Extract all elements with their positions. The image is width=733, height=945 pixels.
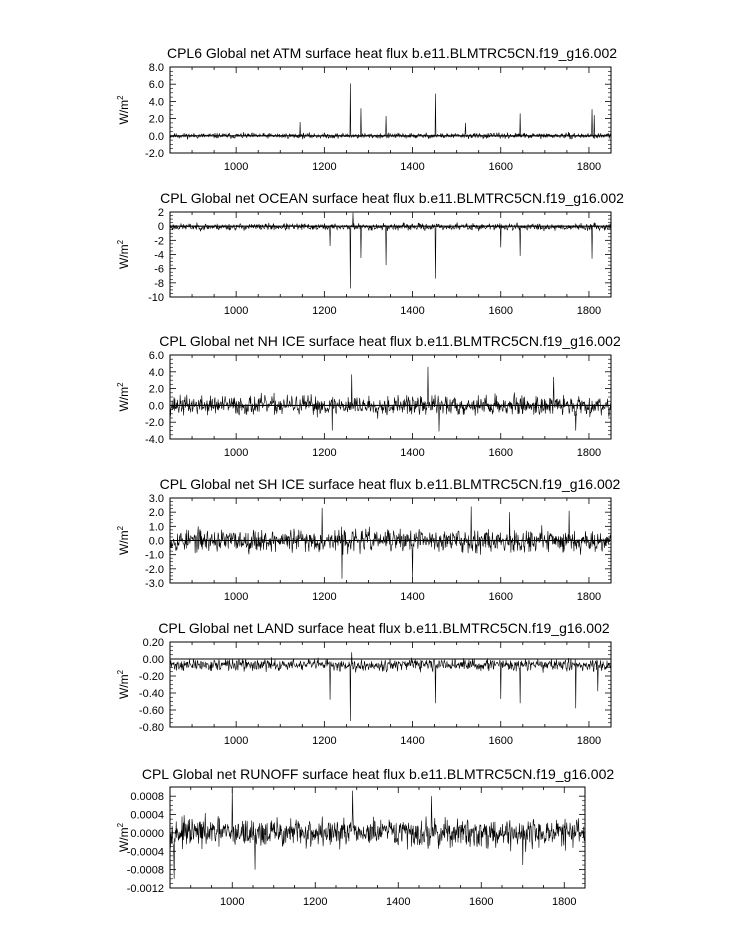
x-tick-label: 1600 — [469, 896, 494, 908]
plot-frame — [170, 67, 611, 153]
y-axis-label-unit: W/m — [117, 386, 131, 412]
chart-title: CPL Global net LAND surface heat flux b.e11.BLMTRC5CN.f19_g16.002 — [158, 620, 610, 636]
y-axis-label-unit: W/m — [117, 99, 131, 125]
y-axis-label-exponent: 2 — [116, 239, 125, 245]
x-tick-label: 1800 — [576, 735, 602, 747]
y-tick-label: 2.0 — [148, 113, 164, 126]
series-line-1 — [170, 652, 611, 721]
y-tick-label: 0.20 — [142, 637, 164, 649]
y-tick-label: 8.0 — [148, 62, 164, 74]
x-tick-label: 1600 — [488, 447, 513, 459]
y-axis-label-exponent: 2 — [116, 669, 125, 675]
y-tick-label: -0.20 — [138, 671, 164, 683]
x-tick-label: 1400 — [400, 591, 425, 603]
x-tick-label: 1000 — [223, 305, 249, 317]
y-tick-label: -3.0 — [145, 578, 164, 590]
x-tick-label: 1200 — [312, 447, 337, 459]
chart-panel-2 — [116, 190, 624, 317]
y-tick-label: 0.00 — [142, 654, 164, 666]
y-axis-label-exponent: 2 — [116, 95, 125, 100]
x-tick-label: 1000 — [223, 447, 249, 459]
y-tick-label: 0.0008 — [130, 791, 164, 804]
chart-title: CPL Global net NH ICE surface heat flux b.e11.BLMTRC5CN.f19_g16.002 — [159, 333, 621, 349]
x-tick-label: 1600 — [488, 591, 513, 603]
y-tick-label: 2.0 — [148, 383, 164, 396]
y-tick-label: 0.0 — [148, 130, 164, 143]
y-tick-label: -2.0 — [145, 148, 164, 160]
series-line-1 — [170, 789, 585, 879]
chart-title: CPL6 Global net ATM surface heat flux b.e11.BLMTRC5CN.f19_g16.002 — [166, 45, 618, 61]
x-tick-label: 1000 — [223, 161, 249, 173]
y-tick-label: -2 — [154, 235, 164, 248]
x-tick-label: 1000 — [220, 896, 245, 908]
y-axis-label — [116, 239, 131, 269]
x-tick-label: 1800 — [576, 591, 602, 603]
y-tick-label: 0.0 — [148, 400, 164, 413]
y-tick-label: -0.40 — [138, 688, 164, 700]
x-tick-label: 1200 — [312, 735, 337, 747]
series-line-1 — [170, 213, 611, 289]
chart-title: CPL Global net SH ICE surface heat flux b.e11.BLMTRC5CN.f19_g16.002 — [159, 476, 621, 492]
y-tick-label: 2.0 — [148, 507, 164, 520]
y-tick-label: -6 — [154, 263, 164, 276]
y-axis-label-exponent: 2 — [116, 525, 125, 531]
series-line-1 — [170, 83, 611, 139]
y-axis-label-exponent: 2 — [116, 382, 125, 387]
y-tick-label: 0 — [157, 221, 164, 234]
y-tick-label: 3.0 — [148, 493, 164, 505]
x-tick-label: 1400 — [400, 305, 425, 317]
x-tick-label: 1400 — [400, 735, 425, 747]
chart-title: CPL Global net RUNOFF surface heat flux b.e11.BLMTRC5CN.f19_g16.002 — [141, 766, 615, 782]
y-tick-label: 4.0 — [148, 96, 164, 109]
y-tick-label: -4.0 — [145, 434, 164, 446]
y-tick-label: -8 — [154, 277, 164, 290]
x-tick-label: 1400 — [400, 161, 425, 173]
y-tick-label: 0.0000 — [130, 827, 164, 840]
plot-frame — [170, 642, 611, 727]
y-tick-label: -0.0008 — [126, 864, 164, 877]
x-tick-label: 1000 — [223, 735, 249, 747]
chart-panel-5 — [116, 620, 611, 747]
x-tick-label: 1800 — [576, 161, 602, 173]
x-tick-label: 1600 — [488, 735, 513, 747]
y-axis-label — [116, 669, 131, 699]
x-tick-label: 1000 — [223, 591, 249, 603]
x-tick-label: 1400 — [386, 896, 411, 908]
y-tick-label: -2.0 — [145, 417, 164, 430]
y-tick-label: -0.80 — [138, 722, 164, 734]
y-tick-label: -10 — [148, 292, 164, 304]
chart-panel-4 — [116, 476, 621, 603]
series-line-1 — [170, 507, 611, 579]
x-tick-label: 1600 — [488, 305, 513, 317]
y-axis-label-unit: W/m — [117, 244, 131, 270]
series-line-1 — [170, 367, 611, 432]
chart-panel-6 — [116, 766, 614, 908]
y-tick-label: 6.0 — [148, 350, 164, 362]
plot-frame — [170, 212, 611, 297]
y-axis-label — [116, 95, 131, 125]
chart-panel-3 — [116, 333, 621, 459]
y-tick-label: -1.0 — [145, 549, 164, 562]
plot-frame — [170, 355, 611, 439]
y-tick-label: -0.0004 — [126, 846, 164, 859]
x-tick-label: 1800 — [552, 896, 577, 908]
x-tick-label: 1200 — [312, 161, 337, 173]
chart-panel-1 — [116, 45, 617, 173]
y-tick-label: -0.0012 — [126, 883, 164, 895]
x-tick-label: 1800 — [576, 305, 602, 317]
x-tick-label: 1200 — [312, 591, 337, 603]
y-axis-label-unit: W/m — [117, 530, 131, 556]
x-tick-label: 1400 — [400, 447, 425, 459]
y-tick-label: 0.0 — [148, 535, 164, 548]
y-axis-label — [116, 525, 131, 555]
y-tick-label: -4 — [154, 249, 164, 262]
x-tick-label: 1600 — [488, 161, 513, 173]
y-tick-label: 4.0 — [148, 366, 164, 379]
y-axis-label-exponent: 2 — [116, 822, 125, 828]
x-tick-label: 1200 — [312, 305, 337, 317]
y-axis-label-unit: W/m — [117, 827, 131, 853]
y-tick-label: 1.0 — [148, 521, 164, 534]
y-tick-label: 0.0004 — [130, 809, 164, 822]
y-tick-label: -0.60 — [138, 705, 164, 717]
y-tick-label: -2.0 — [145, 563, 164, 576]
y-axis-label-unit: W/m — [117, 674, 131, 700]
y-tick-label: 2 — [157, 207, 164, 219]
y-tick-label: 6.0 — [148, 79, 164, 92]
x-tick-label: 1800 — [576, 447, 602, 459]
y-axis-label — [116, 382, 131, 412]
x-tick-label: 1200 — [303, 896, 328, 908]
chart-title: CPL Global net OCEAN surface heat flux b.e11.BLMTRC5CN.f19_g16.002 — [160, 190, 624, 206]
